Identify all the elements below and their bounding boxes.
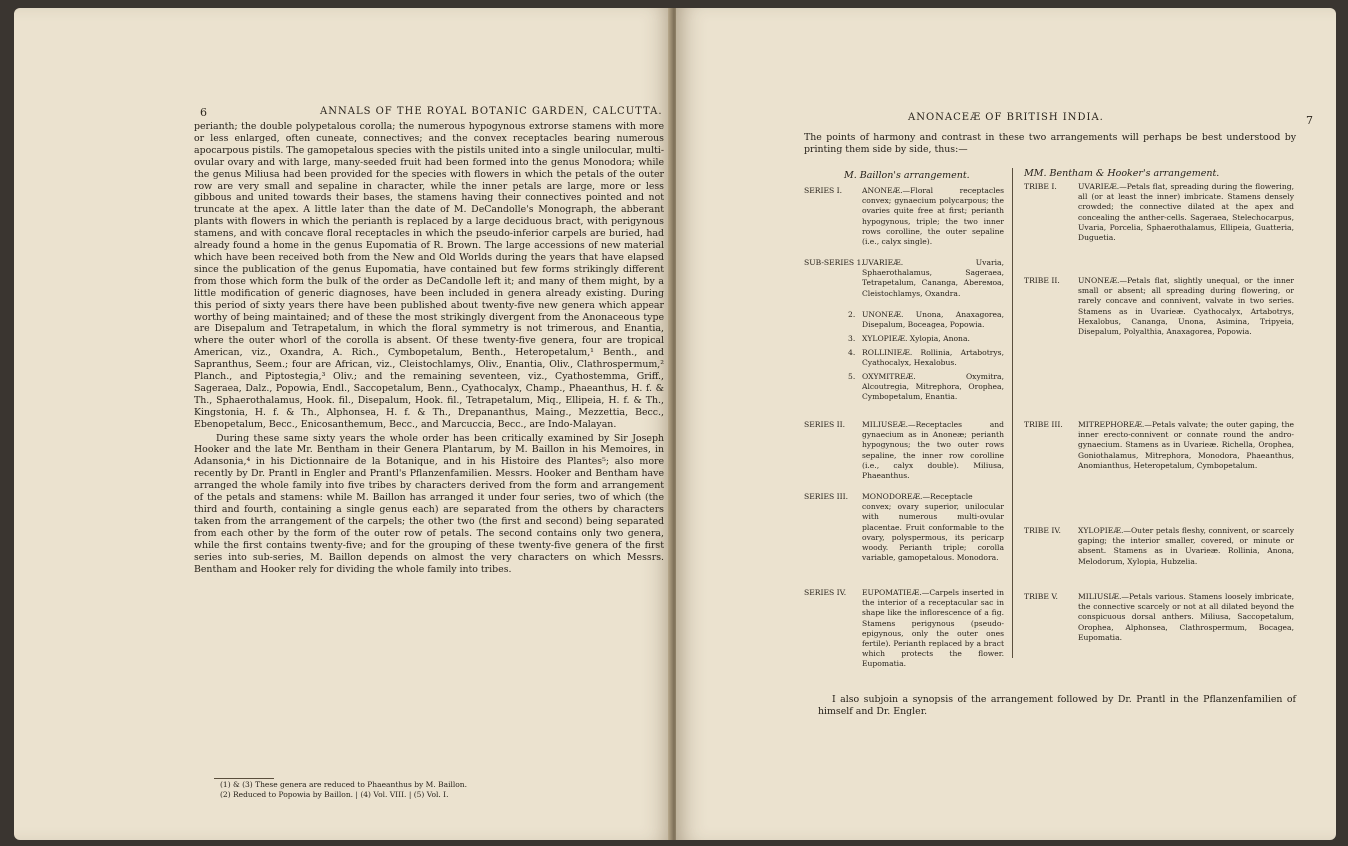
entry-text: MONODOREÆ.—Receptacle convex; ovary superior, unilocular with numerous multi-ovular placentae. Fruit conformable to the ovary, polyspermous, its pericarp woody. Perianth triple; corolla variable, gamopetalous. Monodora.	[862, 492, 1004, 563]
bentham-tribe-2	[1024, 276, 1294, 337]
entry-label: SERIES II.	[804, 420, 846, 429]
entry-label: 3.	[848, 334, 856, 343]
entry-text: UVARIEÆ. Uvaria, Sphaerothalamus, Sageraea, Tetrapetalum, Canangа, Abereмoa, Cleistochlamys, Oxandra.	[862, 258, 1004, 298]
baillon-series-4	[804, 588, 1004, 670]
entry-label: TRIBE I.	[1024, 182, 1057, 191]
entry-text: UNONEÆ.—Petals flat, slightly unequal, or the inner small or absent; all spreading during flowering, or rarely concave and connivent, valvate in two series. Stamens as in Uvarieæ. Cyathocalyx, Artabotrys, Hexalobus, Cananga, Unona, Asimina, Tripyeia, Disepalum, Polyalthia, Anaxagorea, Popowia.	[1078, 276, 1294, 337]
closing-paragraph: I also subjoin a synopsis of the arrangement followed by Dr. Prantl in the Pflanzenfamilien of himself and Dr. Engler.	[818, 694, 1296, 717]
entry-text: ANONEÆ.—Floral receptacles convex; gynaecium polycarpous; the ovaries quite free at first; perianth hypogynous, triple; the two inner rows corolline, the outer sepaline (i.e., calyx single).	[862, 186, 1004, 247]
bentham-tribe-4	[1024, 526, 1294, 567]
entry-label: SUB-SERIES 1.	[804, 258, 864, 267]
right-page	[676, 8, 1336, 840]
page-number-right: 7	[1306, 114, 1313, 127]
left-body-text	[194, 121, 664, 577]
entry-text: ROLLINIEÆ. Rollinia, Artabotrys, Cyathocalyx, Hexalobus.	[862, 348, 1004, 368]
entry-text: XYLOPIEÆ.—Outer petals fleshy, connivent, or scarcely gaping; the interior smaller, covered, or minute or absent. Stamens as in Uvarieæ. Rollinia, Anona, Melodorum, Xylopia, Hubzelia.	[1078, 526, 1294, 566]
entry-label: 2.	[848, 310, 856, 319]
entry-label: TRIBE V.	[1024, 592, 1058, 601]
entry-text: MITREPHOREÆ.—Petals valvate; the outer gaping, the inner erecto-connivent or connate round the andro-gynaecium. Stamens as in Uvarieæ. Richella, Orophea, Goniothalamus, Mitrephora, Monodora, Phaeanthus, Anomianthus, Heteropetalum, Cymbopetalum.	[1078, 420, 1294, 470]
entry-label: SERIES I.	[804, 186, 843, 195]
footnote-2: (2) Reduced to Popowia by Baillon. | (4) Vol. VIII. | (5) Vol. I.	[220, 790, 449, 799]
left-page	[14, 8, 672, 840]
baillon-series-2	[804, 420, 1004, 481]
baillon-subseries-5	[804, 372, 1004, 403]
baillon-subseries-4	[804, 348, 1004, 368]
baillon-subseries-2	[804, 310, 1004, 330]
entry-text: UNONEÆ. Unona, Anaxagorea, Disepalum, Boceagea, Popowia.	[862, 310, 1004, 330]
baillon-subseries-1	[804, 258, 1004, 299]
baillon-series-1	[804, 186, 1004, 247]
intro-paragraph: The points of harmony and contrast in these two arrangements will perhaps be best understood by printing them side by side, thus:—	[804, 132, 1296, 155]
entry-text: MILIUSIÆ.—Petals various. Stamens loosely imbricate, the connective scarcely or not at all dilated beyond the conspicuous dorsal anthers. Miliusa, Saccopetalum, Orophea, Alphonsea, Clathrospermum, Bocagea, Eupomatia.	[1078, 592, 1294, 642]
bentham-tribe-5	[1024, 592, 1294, 643]
footnotes	[220, 780, 650, 800]
entry-label: TRIBE III.	[1024, 420, 1063, 429]
entry-label: SERIES IV.	[804, 588, 847, 597]
baillon-heading: M. Baillon's arrangement.	[844, 170, 970, 181]
baillon-series-3	[804, 492, 1004, 563]
paragraph-1: perianth; the double polypetalous corolla; the numerous hypogynous extrorse stamens with more or less enlarged, often cuneate, connectives; and the convex receptacles bearing numerous apocarpous pistils. The gamopetalous species with the pistils united into a single unilocular, multi-ovular ovary and with large, many-seeded fruit had been formed into the genus Monodora; while the genus Miliusa had been provided for the species with flowers in which the petals of the outer row are very small and sepaline in character, while the inner petals are large, more or less gibbous and united towards their bases, the stamens having their connectives pointed and not truncate at the apex. A little later than the date of M. DeCandolle's Monograph, the abberant plants with flowers in which the perianth is replaced by a large deciduous bract, with perigynous stamens, and with concave floral receptacles in which the pseudo-inferior carpels are buried, had already found a home in the genus Eupomatia of R. Brown. The large accessions of new material which have been received both from the New and Old Worlds during the years that have elapsed since the publication of the genus Eupomatia, have contained but few forms strikingly different from those which form the bulk of the order as DeCandolle left it; and many of them might, by a little modification of generic diagnoses, have been included in genera already existing. During this period of sixty years there have been published about twenty-five new genera which appear worthy of being maintained; and of these the most strikingly divergent from the Anonaceous type are Disepalum and Tetrapetalum, in which the floral symmetry is not trimerous, and Enantia, where the outer whorl of the corolla is absent. Of these twenty-five genera, four are tropical American, viz., Oxandra, A. Rich., Cymbopetalum, Benth., Heteropetalum,¹ Benth., and Sapranthus, Seem.; four are African, viz., Cleistochlamys, Oliv., Enantia, Oliv., Clathrospermum,² Planch., and Piptostegia,³ Oliv.; and the remaining seventeen, viz., Cyathostemma, Griff., Sageraea, Dalz., Popowia, Endl., Saccopetalum, Benn., Cyathocalyx, Champ., Phaeanthus, H. f. & Th., Sphaerothalamus, Hook. fil., Disepalum, Hook. fil., Tetrapetalum, Miq., Ellipeia, H. f. & Th., Kingstonia, H. f. & Th., Alphonsea, H. f. & Th., Drepananthus, Maing., Mezzettia, Becc., Ebenopetalum, Becc., Enicosanthemum, Becc., and Marcuccia, Becc., are Indo-Malayan.	[194, 121, 664, 430]
page-number-left: 6	[200, 106, 207, 119]
bentham-tribe-1	[1024, 182, 1294, 243]
footnote-rule	[214, 778, 274, 779]
entry-text: XYLOPIEÆ. Xylopia, Anona.	[862, 334, 970, 343]
bentham-hooker-heading: MM. Bentham & Hooker's arrangement.	[1024, 168, 1220, 179]
running-header-right: ANONACEÆ OF BRITISH INDIA.	[908, 112, 1104, 123]
entry-text: OXYMITREÆ. Oxymitra, Alcoutregia, Mitrephora, Orophea, Cymbopetalum, Enantia.	[862, 372, 1004, 402]
entry-label: 5.	[848, 372, 856, 381]
entry-label: TRIBE II.	[1024, 276, 1060, 285]
entry-text: MILIUSEÆ.—Receptacles and gynaecium as in Anoneæ; perianth hypogynous; the two outer rows sepaline, the inner row corolline (i.e., calyx double). Miliusa, Phaeanthus.	[862, 420, 1004, 481]
entry-label: 4.	[848, 348, 856, 357]
entry-text: UVARIEÆ.—Petals flat, spreading during the flowering, all (or at least the inner) imbricate. Stamens densely crowded; the connective dilated at the apex and concealing the anther-cells. Sageraea, Stelechocarpus, Uvaria, Porcelia, Sphaerothalamus, Ellipeia, Guatteria, Duguetia.	[1078, 182, 1294, 243]
column-divider	[1012, 168, 1013, 658]
baillon-subseries-3	[804, 334, 1004, 344]
running-header-left: ANNALS OF THE ROYAL BOTANIC GARDEN, CALCUTTA.	[320, 106, 663, 117]
footnote-1: (1) & (3) These genera are reduced to Phaeanthus by M. Baillon.	[220, 780, 468, 789]
paragraph-2: During these same sixty years the whole order has been critically examined by Sir Joseph Hooker and the late Mr. Bentham in their Genera Plantarum, by M. Baillon in his Memoires, in Adansonia,⁴ in his Dictionnaire de la Botanique, and in his Histoire des Plantes⁵; also more recently by Dr. Prantl in Engler and Prantl's Pflanzenfamilien. Messrs. Hooker and Bentham have arranged the whole family into five tribes by characters derived from the form and arrangement of the petals and stamens: while M. Baillon has arranged it under four series, two of which (the third and fourth, containing a single genus each) are separated from the others by characters taken from the arrangement of the carpels; the other two (the first and second) being separated from each other by the form of the outer row of petals. The second contains only two genera, while the first contains twenty-five; and for the grouping of these twenty-five genera of the first series into sub-series, M. Baillon depends on almost the very characters on which Messrs. Bentham and Hooker rely for dividing the whole family into tribes.	[194, 432, 664, 575]
entry-text: EUPOMATIEÆ.—Carpels inserted in the interior of a receptacular sac in shape like the inflorescence of a fig. Stamens perigynous (pseudo-epigynous, only the outer ones fertile). Perianth replaced by a bract which protects the flower. Eupomatia.	[862, 588, 1004, 669]
entry-label: TRIBE IV.	[1024, 526, 1061, 535]
entry-label: SERIES III.	[804, 492, 849, 501]
bentham-tribe-3	[1024, 420, 1294, 471]
